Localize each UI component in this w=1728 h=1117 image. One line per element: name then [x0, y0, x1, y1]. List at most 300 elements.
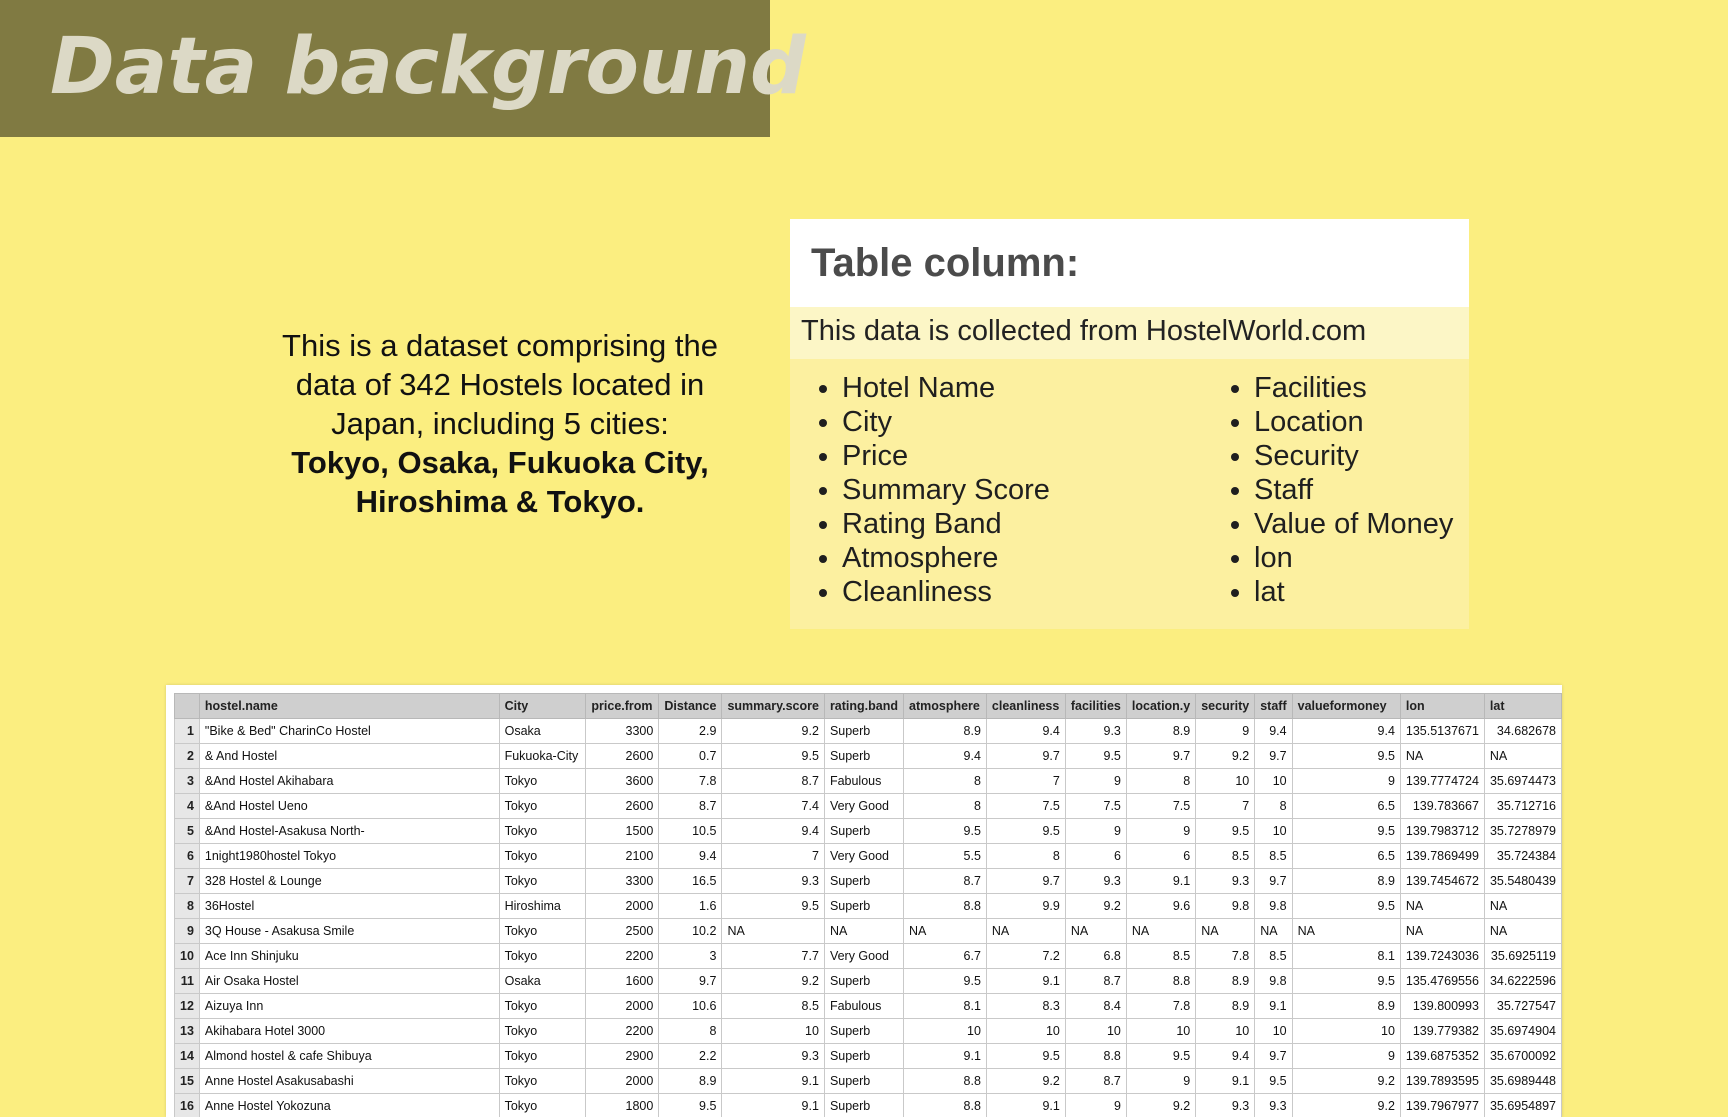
table-cell: Tokyo [499, 769, 586, 794]
column-header: atmosphere [904, 694, 987, 719]
table-row [175, 794, 1562, 819]
table-row [175, 844, 1562, 869]
table-cell: Very Good [824, 944, 903, 969]
table-cell: 2000 [586, 894, 659, 919]
column-header: valueformoney [1292, 694, 1400, 719]
table-cell: 8.8 [1126, 969, 1195, 994]
table-cell: 139.7243036 [1400, 944, 1484, 969]
table-cell: Superb [824, 819, 903, 844]
table-cell: 1800 [586, 1094, 659, 1117]
row-number: 5 [175, 819, 200, 844]
table-cell: 139.7454672 [1400, 869, 1484, 894]
column-header: security [1196, 694, 1255, 719]
row-number: 1 [175, 719, 200, 744]
card-header [790, 219, 1469, 307]
column-list-item: • Rating Band [842, 507, 1050, 541]
table-cell: Osaka [499, 719, 586, 744]
table-cell: 3Q House - Asakusa Smile [199, 919, 499, 944]
table-cell: 9.7 [1255, 744, 1292, 769]
table-cell: 8.7 [1065, 1069, 1126, 1094]
table-cell: 9.2 [722, 969, 825, 994]
table-cell: Tokyo [499, 919, 586, 944]
table-cell: 9.2 [1126, 1094, 1195, 1117]
row-number: 12 [175, 994, 200, 1019]
table-cell: Very Good [824, 794, 903, 819]
table-cell: 1500 [586, 819, 659, 844]
table-cell: Tokyo [499, 1094, 586, 1117]
row-number: 14 [175, 1044, 200, 1069]
table-cell: 6.5 [1292, 794, 1400, 819]
table-cell: 7.2 [986, 944, 1065, 969]
table-cell: NA [1065, 919, 1126, 944]
row-number: 11 [175, 969, 200, 994]
table-cell: 139.7893595 [1400, 1069, 1484, 1094]
table-cell: 9.1 [986, 969, 1065, 994]
table-cell: 8.7 [659, 794, 722, 819]
table-row [175, 994, 1562, 1019]
table-cell: 7.5 [1126, 794, 1195, 819]
table-cell: 9 [1292, 769, 1400, 794]
table-cell: 139.6875352 [1400, 1044, 1484, 1069]
table-cell: NA [1484, 894, 1561, 919]
table-cell: 2.9 [659, 719, 722, 744]
spreadsheet-preview [166, 685, 1562, 1117]
table-cell: 9.5 [1196, 819, 1255, 844]
table-cell: 9.5 [1065, 744, 1126, 769]
column-header: hostel.name [199, 694, 499, 719]
table-cell: Akihabara Hotel 3000 [199, 1019, 499, 1044]
column-header: staff [1255, 694, 1292, 719]
table-cell: 10 [1292, 1019, 1400, 1044]
column-list-item: • Facilities [1254, 371, 1453, 405]
table-cell: 10 [1255, 769, 1292, 794]
table-cell: 9.5 [904, 819, 987, 844]
table-cell: 1600 [586, 969, 659, 994]
table-cell: 9.3 [1196, 1094, 1255, 1117]
table-cell: 139.779382 [1400, 1019, 1484, 1044]
table-cell: NA [1400, 919, 1484, 944]
table-cell: & And Hostel [199, 744, 499, 769]
table-row [175, 1069, 1562, 1094]
table-cell: 8.5 [722, 994, 825, 1019]
table-row [175, 894, 1562, 919]
table-cell: 8.8 [904, 1094, 987, 1117]
table-cell: Anne Hostel Yokozuna [199, 1094, 499, 1117]
column-list-item: • Hotel Name [842, 371, 1050, 405]
table-cell: NA [1196, 919, 1255, 944]
table-cell: 10 [1196, 1019, 1255, 1044]
table-cell: NA [1484, 919, 1561, 944]
table-cell: 139.7967977 [1400, 1094, 1484, 1117]
table-cell: Tokyo [499, 1019, 586, 1044]
table-cell: 10 [904, 1019, 987, 1044]
table-cell: 9.2 [1292, 1069, 1400, 1094]
table-cell: 7.8 [1196, 944, 1255, 969]
row-number: 7 [175, 869, 200, 894]
table-cell: NA [1400, 744, 1484, 769]
column-header: summary.score [722, 694, 825, 719]
column-header: lon [1400, 694, 1484, 719]
table-cell: 6.5 [1292, 844, 1400, 869]
row-number: 2 [175, 744, 200, 769]
column-list-item: • lat [1254, 575, 1453, 609]
column-header: lat [1484, 694, 1561, 719]
column-header: cleanliness [986, 694, 1065, 719]
table-cell: 9.1 [1126, 869, 1195, 894]
table-cell: 35.727547 [1484, 994, 1561, 1019]
table-cell: 9.9 [986, 894, 1065, 919]
table-cell: 8.7 [722, 769, 825, 794]
table-cell: 6 [1065, 844, 1126, 869]
table-cell: Superb [824, 969, 903, 994]
table-cell: Superb [824, 1069, 903, 1094]
row-number: 6 [175, 844, 200, 869]
table-cell: 9.5 [1292, 894, 1400, 919]
table-cell: 9.5 [904, 969, 987, 994]
table-cell: 8.9 [1196, 994, 1255, 1019]
row-number: 13 [175, 1019, 200, 1044]
table-cell: 10 [1126, 1019, 1195, 1044]
title-banner [0, 0, 806, 137]
table-cell: Osaka [499, 969, 586, 994]
column-list-item: • Staff [1254, 473, 1453, 507]
table-cell: 9.5 [1255, 1069, 1292, 1094]
table-cell: 10 [1065, 1019, 1126, 1044]
table-cell: Tokyo [499, 844, 586, 869]
table-cell: NA [1484, 744, 1561, 769]
table-cell: 9.2 [986, 1069, 1065, 1094]
table-cell: Tokyo [499, 794, 586, 819]
table-cell: Superb [824, 1044, 903, 1069]
table-cell: 2200 [586, 944, 659, 969]
table-cell: Fabulous [824, 769, 903, 794]
table-row [175, 819, 1562, 844]
table-cell: 9.4 [722, 819, 825, 844]
table-cell: 8.4 [1065, 994, 1126, 1019]
table-cell: 9.1 [1196, 1069, 1255, 1094]
table-cell: 2600 [586, 744, 659, 769]
table-cell: 34.6222596 [1484, 969, 1561, 994]
table-cell: 8.9 [1292, 869, 1400, 894]
table-cell: Superb [824, 894, 903, 919]
table-cell: 7 [986, 769, 1065, 794]
table-cell: 2900 [586, 1044, 659, 1069]
table-cell: 9.5 [986, 1044, 1065, 1069]
table-row [175, 744, 1562, 769]
table-cell: 8.3 [986, 994, 1065, 1019]
table-cell: 8.8 [904, 894, 987, 919]
table-cell: 35.6700092 [1484, 1044, 1561, 1069]
table-cell: Tokyo [499, 944, 586, 969]
table-cell: 9.7 [1126, 744, 1195, 769]
table-cell: 8.9 [1292, 994, 1400, 1019]
table-cell: 9.2 [1292, 1094, 1400, 1117]
card-title: Table column: [811, 241, 1080, 285]
table-cell: 8.5 [1196, 844, 1255, 869]
table-cell: 8.1 [904, 994, 987, 1019]
table-cell: Superb [824, 744, 903, 769]
column-list-item: • Location [1254, 405, 1453, 439]
table-cell: 8.9 [1126, 719, 1195, 744]
table-cell: 10.5 [659, 819, 722, 844]
column-list-item: • Value of Money [1254, 507, 1453, 541]
table-cell: Superb [824, 1019, 903, 1044]
table-cell: NA [904, 919, 987, 944]
table-cell: NA [1126, 919, 1195, 944]
table-cell: 139.7869499 [1400, 844, 1484, 869]
table-cell: 9.5 [1292, 744, 1400, 769]
table-cell: 2200 [586, 1019, 659, 1044]
table-cell: 9.8 [1255, 969, 1292, 994]
table-row [175, 944, 1562, 969]
table-row [175, 969, 1562, 994]
table-cell: Tokyo [499, 819, 586, 844]
description-cities-line: Tokyo, Osaka, Fukuoka City, [291, 445, 709, 480]
row-number: 16 [175, 1094, 200, 1117]
description-line: data of 342 Hostels located in [295, 367, 705, 402]
table-cell: 9.3 [722, 1044, 825, 1069]
table-cell: 9.5 [722, 744, 825, 769]
description-cities-line: Hiroshima & Tokyo. [355, 484, 645, 519]
table-cell: 6.7 [904, 944, 987, 969]
table-cell: 9.1 [904, 1044, 987, 1069]
column-list-item: • lon [1254, 541, 1453, 575]
table-cell: 35.5480439 [1484, 869, 1561, 894]
table-cell: 10.2 [659, 919, 722, 944]
table-cell: 9.3 [1065, 719, 1126, 744]
table-cell: 8.8 [1065, 1044, 1126, 1069]
column-list-left [790, 371, 1050, 609]
table-cell: 3300 [586, 869, 659, 894]
table-cell: 3300 [586, 719, 659, 744]
table-cell: 139.7774724 [1400, 769, 1484, 794]
table-cell: Very Good [824, 844, 903, 869]
table-cell: &And Hostel Ueno [199, 794, 499, 819]
table-cell: 9.7 [986, 744, 1065, 769]
table-cell: Almond hostel & cafe Shibuya [199, 1044, 499, 1069]
table-cell: 9.1 [1255, 994, 1292, 1019]
table-cell: NA [1255, 919, 1292, 944]
table-cell: 328 Hostel & Lounge [199, 869, 499, 894]
table-cell: 9.1 [986, 1094, 1065, 1117]
table-cell: 139.7983712 [1400, 819, 1484, 844]
table-cell: "Bike & Bed" CharinCo Hostel [199, 719, 499, 744]
card-subtitle: This data is collected from HostelWorld.com [790, 307, 1469, 359]
table-cell: Aizuya Inn [199, 994, 499, 1019]
table-cell: 7.4 [722, 794, 825, 819]
table-cell: Tokyo [499, 994, 586, 1019]
page-title: Data background [50, 22, 806, 112]
table-cell: 9.2 [722, 719, 825, 744]
column-header [175, 694, 200, 719]
table-cell: Ace Inn Shinjuku [199, 944, 499, 969]
row-number: 10 [175, 944, 200, 969]
row-number: 4 [175, 794, 200, 819]
column-list-item: • City [842, 405, 1050, 439]
table-cell: 9.4 [1196, 1044, 1255, 1069]
table-cell: 8 [904, 794, 987, 819]
table-cell: 8 [1255, 794, 1292, 819]
table-cell: 9.2 [1196, 744, 1255, 769]
table-cell: 9.5 [722, 894, 825, 919]
table-row [175, 1019, 1562, 1044]
column-header: City [499, 694, 586, 719]
table-cell: 8 [659, 1019, 722, 1044]
description-line: This is a dataset comprising the [282, 328, 718, 363]
table-cell: Air Osaka Hostel [199, 969, 499, 994]
table-cell: NA [1292, 919, 1400, 944]
row-number: 3 [175, 769, 200, 794]
table-cell: 9.3 [1255, 1094, 1292, 1117]
table-cell: 6.8 [1065, 944, 1126, 969]
table-cell: 8.9 [904, 719, 987, 744]
column-list-item: • Cleanliness [842, 575, 1050, 609]
table-cell: 35.6954897 [1484, 1094, 1561, 1117]
table-cell: 9.7 [1255, 1044, 1292, 1069]
table-cell: 16.5 [659, 869, 722, 894]
table-cell: 7.5 [1065, 794, 1126, 819]
table-cell: 35.6974473 [1484, 769, 1561, 794]
table-cell: Superb [824, 719, 903, 744]
table-cell: 9 [1065, 769, 1126, 794]
table-cell: NA [722, 919, 825, 944]
column-header: price.from [586, 694, 659, 719]
table-cell: 8 [904, 769, 987, 794]
table-cell: 9.7 [659, 969, 722, 994]
table-cell: 36Hostel [199, 894, 499, 919]
table-cell: 10 [722, 1019, 825, 1044]
row-number: 9 [175, 919, 200, 944]
table-cell: 8.9 [1196, 969, 1255, 994]
table-cell: 9.4 [904, 744, 987, 769]
column-list-item: • Security [1254, 439, 1453, 473]
table-cell: 8.7 [904, 869, 987, 894]
table-cell: 9.1 [722, 1094, 825, 1117]
table-cell: Tokyo [499, 869, 586, 894]
table-row [175, 719, 1562, 744]
table-cell: 9 [1196, 719, 1255, 744]
table-cell: 35.6974904 [1484, 1019, 1561, 1044]
table-cell: 9.3 [1196, 869, 1255, 894]
table-cell: 2600 [586, 794, 659, 819]
table-cell: 8 [1126, 769, 1195, 794]
table-cell: 9.7 [986, 869, 1065, 894]
table-cell: 9.3 [722, 869, 825, 894]
table-cell: 7.7 [722, 944, 825, 969]
table-cell: 9.5 [659, 1094, 722, 1117]
table-cell: 9 [1065, 1094, 1126, 1117]
table-cell: 9.7 [1255, 869, 1292, 894]
table-cell: 9.5 [1126, 1044, 1195, 1069]
table-cell: NA [824, 919, 903, 944]
column-header: rating.band [824, 694, 903, 719]
table-cell: 9.2 [1065, 894, 1126, 919]
table-cell: 0.7 [659, 744, 722, 769]
card-body [790, 359, 1469, 629]
table-cell: 8.5 [1255, 944, 1292, 969]
table-cell: 9.5 [1292, 969, 1400, 994]
table-cell: 7.8 [659, 769, 722, 794]
table-cell: 139.800993 [1400, 994, 1484, 1019]
table-cell: 8.7 [1065, 969, 1126, 994]
table-cell: 8 [986, 844, 1065, 869]
table-cell: 9.4 [659, 844, 722, 869]
table-cell: 9.5 [1292, 819, 1400, 844]
table-cell: 35.724384 [1484, 844, 1561, 869]
table-cell: 7 [722, 844, 825, 869]
table-cell: 2000 [586, 1069, 659, 1094]
table-cell: 1.6 [659, 894, 722, 919]
table-cell: 9.8 [1196, 894, 1255, 919]
table-cell: &And Hostel Akihabara [199, 769, 499, 794]
table-cell: 3600 [586, 769, 659, 794]
table-cell: 7.8 [1126, 994, 1195, 1019]
table-row [175, 769, 1562, 794]
table-cell: 7.5 [986, 794, 1065, 819]
table-cell: 1night1980hostel Tokyo [199, 844, 499, 869]
table-cell: 2000 [586, 994, 659, 1019]
column-list-item: • Atmosphere [842, 541, 1050, 575]
table-row [175, 919, 1562, 944]
table-cell: 9 [1292, 1044, 1400, 1069]
table-row [175, 869, 1562, 894]
table-cell: Tokyo [499, 1069, 586, 1094]
table-cell: 8.5 [1126, 944, 1195, 969]
row-number: 15 [175, 1069, 200, 1094]
column-list-item: • Summary Score [842, 473, 1050, 507]
table-cell: 3 [659, 944, 722, 969]
table-row [175, 1094, 1562, 1117]
table-cell: 9.4 [1255, 719, 1292, 744]
table-cell: Fukuoka-City [499, 744, 586, 769]
table-cell: 9.5 [986, 819, 1065, 844]
column-header: location.y [1126, 694, 1195, 719]
table-cell: 34.682678 [1484, 719, 1561, 744]
table-columns-card [790, 219, 1469, 629]
table-cell: Fabulous [824, 994, 903, 1019]
column-list-item: • Price [842, 439, 1050, 473]
description-line: Japan, including 5 cities: [331, 406, 669, 441]
table-cell: 35.6925119 [1484, 944, 1561, 969]
table-cell: Superb [824, 1094, 903, 1117]
table-cell: 7 [1196, 794, 1255, 819]
table-cell: 139.783667 [1400, 794, 1484, 819]
column-header: facilities [1065, 694, 1126, 719]
table-cell: 35.7278979 [1484, 819, 1561, 844]
table-cell: 10 [1255, 1019, 1292, 1044]
table-cell: 9.8 [1255, 894, 1292, 919]
table-cell: 9.4 [986, 719, 1065, 744]
table-cell: 35.6989448 [1484, 1069, 1561, 1094]
table-cell: 9 [1065, 819, 1126, 844]
table-cell: 6 [1126, 844, 1195, 869]
table-cell: 10 [986, 1019, 1065, 1044]
data-table [174, 693, 1562, 1117]
table-cell: &And Hostel-Asakusa North- [199, 819, 499, 844]
table-cell: 9.4 [1292, 719, 1400, 744]
table-cell: 5.5 [904, 844, 987, 869]
table-header-row [175, 694, 1562, 719]
table-cell: 9.6 [1126, 894, 1195, 919]
table-cell: 135.5137671 [1400, 719, 1484, 744]
table-cell: 2500 [586, 919, 659, 944]
table-cell: Anne Hostel Asakusabashi [199, 1069, 499, 1094]
table-cell: 9.1 [722, 1069, 825, 1094]
table-cell: 2100 [586, 844, 659, 869]
table-cell: 9 [1126, 819, 1195, 844]
table-cell: 2.2 [659, 1044, 722, 1069]
table-cell: Hiroshima [499, 894, 586, 919]
